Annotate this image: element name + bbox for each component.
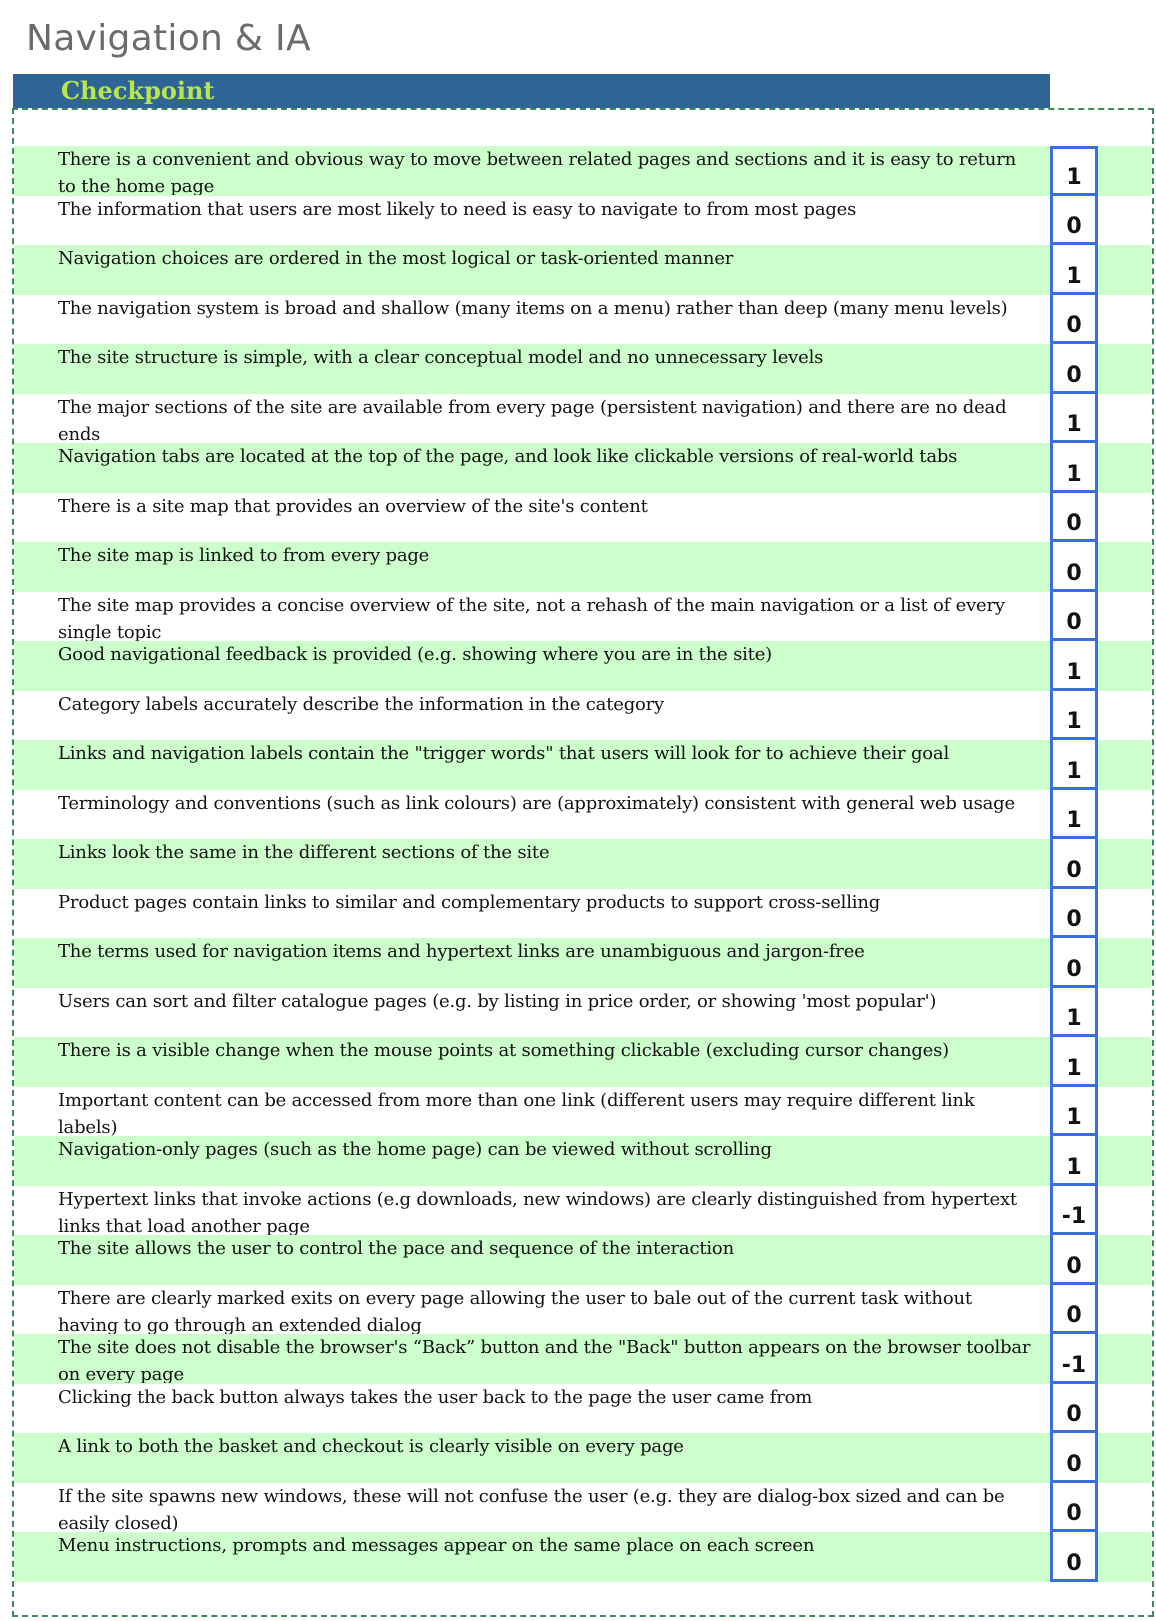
checkpoint-score[interactable]: 1: [1050, 394, 1098, 444]
checkpoint-row: [0, 1235, 1156, 1285]
checkpoint-row: [0, 344, 1156, 394]
checkpoint-row: [0, 146, 1156, 196]
checkpoint-text: Terminology and conventions (such as link colours) are (approximately) consistent with general web usage: [58, 792, 1015, 814]
checkpoint-text: The site structure is simple, with a clear conceptual model and no unnecessary levels: [58, 347, 824, 368]
checkpoint-score[interactable]: 1: [1050, 790, 1098, 840]
checkpoint-row: [0, 542, 1156, 592]
checkpoint-score[interactable]: 0: [1050, 1235, 1098, 1285]
page-title: Navigation & IA: [26, 18, 311, 59]
checkpoint-text: Clicking the back button always takes the user back to the page the user came from: [58, 1386, 813, 1408]
checkpoint-text: The site map provides a concise overview of the site, not a rehash of the main navigation or a list of every single topic: [58, 594, 1005, 641]
checkpoint-score[interactable]: 1: [1050, 740, 1098, 790]
checkpoint-score[interactable]: 0: [1050, 938, 1098, 988]
checkpoint-text: The site map is linked to from every page: [58, 545, 430, 566]
checkpoint-text: The site does not disable the browser's “Back” button and the "Back" button appears on the browser toolbar on every page: [58, 1337, 1031, 1383]
checkpoint-score[interactable]: 0: [1050, 344, 1098, 394]
checkpoint-text: Hypertext links that invoke actions (e.g downloads, new windows) are clearly distinguished from hypertext links that load another page: [58, 1188, 1017, 1235]
checkpoint-score[interactable]: 0: [1050, 839, 1098, 889]
checkpoint-score[interactable]: 1: [1050, 1136, 1098, 1186]
checkpoint-text: If the site spawns new windows, these will not confuse the user (e.g. they are dialog-box sized and can be easily closed): [58, 1485, 1005, 1532]
checkpoint-score[interactable]: 1: [1050, 245, 1098, 295]
checkpoint-row: [0, 691, 1156, 741]
checkpoint-text: Navigation-only pages (such as the home page) can be viewed without scrolling: [58, 1139, 772, 1160]
checkpoint-score[interactable]: 0: [1050, 196, 1098, 246]
checkpoint-header-label: Checkpoint: [61, 76, 215, 105]
checkpoint-row: [0, 1334, 1156, 1384]
checkpoint-row: [0, 790, 1156, 840]
checkpoint-header-bar: [13, 74, 1050, 108]
checkpoint-row: [0, 988, 1156, 1038]
checkpoint-text: The information that users are most likely to need is easy to navigate to from most pages: [58, 198, 857, 220]
checkpoint-score[interactable]: 1: [1050, 1037, 1098, 1087]
checkpoint-row: [0, 1186, 1156, 1236]
checkpoint-text: Important content can be accessed from more than one link (different users may require different link labels): [58, 1089, 975, 1136]
checkpoint-score[interactable]: 0: [1050, 1433, 1098, 1483]
checkpoint-score[interactable]: 1: [1050, 691, 1098, 741]
checkpoint-text: Links look the same in the different sections of the site: [58, 842, 550, 863]
checkpoint-text: Category labels accurately describe the information in the category: [58, 693, 665, 715]
checkpoint-score[interactable]: 0: [1050, 1384, 1098, 1434]
checkpoint-score[interactable]: 1: [1050, 146, 1098, 196]
checkpoint-row: [0, 592, 1156, 642]
checkpoint-text: Good navigational feedback is provided (e.g. showing where you are in the site): [58, 644, 772, 665]
checkpoint-text: The major sections of the site are available from every page (persistent navigation) and there are no dead ends: [58, 396, 1007, 443]
checkpoint-row: [0, 641, 1156, 691]
checkpoint-row: [0, 1483, 1156, 1533]
checkpoint-row: [0, 295, 1156, 345]
checkpoint-row: [0, 938, 1156, 988]
checkpoint-row: [0, 839, 1156, 889]
checkpoint-text: There is a convenient and obvious way to move between related pages and sections and it is easy to return to the home page: [58, 149, 1016, 195]
checkpoint-score[interactable]: 0: [1050, 1483, 1098, 1533]
checkpoint-text: The terms used for navigation items and hypertext links are unambiguous and jargon-free: [58, 941, 865, 962]
checkpoint-score[interactable]: 0: [1050, 542, 1098, 592]
checkpoint-score[interactable]: 1: [1050, 443, 1098, 493]
checkpoint-text: Navigation tabs are located at the top of the page, and look like clickable versions of real-world tabs: [58, 446, 958, 467]
checkpoint-score[interactable]: 0: [1050, 295, 1098, 345]
checkpoint-score[interactable]: 1: [1050, 1087, 1098, 1137]
checkpoint-text: There are clearly marked exits on every page allowing the user to bale out of the current task without having to go through an extended dialog: [58, 1287, 972, 1334]
checkpoint-score[interactable]: 0: [1050, 493, 1098, 543]
checkpoint-text: Menu instructions, prompts and messages appear on the same place on each screen: [58, 1535, 815, 1556]
checkpoint-row: [0, 1285, 1156, 1335]
checkpoint-score[interactable]: -1: [1050, 1186, 1098, 1236]
checkpoint-row: [0, 1384, 1156, 1434]
checkpoint-list: [0, 146, 1156, 1582]
checkpoint-text: There is a visible change when the mouse points at something clickable (excluding cursor changes): [58, 1040, 949, 1061]
checkpoint-text: Links and navigation labels contain the "trigger words" that users will look for to achieve their goal: [58, 743, 950, 764]
checkpoint-text: The navigation system is broad and shallow (many items on a menu) rather than deep (many menu levels): [58, 297, 1008, 319]
checkpoint-row: [0, 1433, 1156, 1483]
checkpoint-row: [0, 1136, 1156, 1186]
checkpoint-row: [0, 1532, 1156, 1582]
checkpoint-row: [0, 196, 1156, 246]
checkpoint-row: [0, 889, 1156, 939]
checkpoint-score[interactable]: 0: [1050, 1285, 1098, 1335]
checkpoint-score[interactable]: -1: [1050, 1334, 1098, 1384]
checkpoint-text: Users can sort and filter catalogue pages (e.g. by listing in price order, or showing 'most popular'): [58, 990, 937, 1012]
checkpoint-row: [0, 493, 1156, 543]
checkpoint-row: [0, 1037, 1156, 1087]
checkpoint-text: Navigation choices are ordered in the most logical or task-oriented manner: [58, 248, 734, 269]
checkpoint-score[interactable]: 0: [1050, 1532, 1098, 1582]
checkpoint-text: Product pages contain links to similar and complementary products to support cross-selling: [58, 891, 881, 913]
checkpoint-text: There is a site map that provides an overview of the site's content: [58, 495, 648, 517]
checkpoint-score[interactable]: 0: [1050, 889, 1098, 939]
checkpoint-row: [0, 394, 1156, 444]
checkpoint-row: [0, 740, 1156, 790]
checkpoint-score[interactable]: 1: [1050, 641, 1098, 691]
checkpoint-score[interactable]: 0: [1050, 592, 1098, 642]
checkpoint-text: The site allows the user to control the pace and sequence of the interaction: [58, 1238, 734, 1259]
checkpoint-row: [0, 245, 1156, 295]
checkpoint-row: [0, 443, 1156, 493]
checkpoint-score[interactable]: 1: [1050, 988, 1098, 1038]
checkpoint-row: [0, 1087, 1156, 1137]
checkpoint-text: A link to both the basket and checkout is clearly visible on every page: [58, 1436, 684, 1457]
